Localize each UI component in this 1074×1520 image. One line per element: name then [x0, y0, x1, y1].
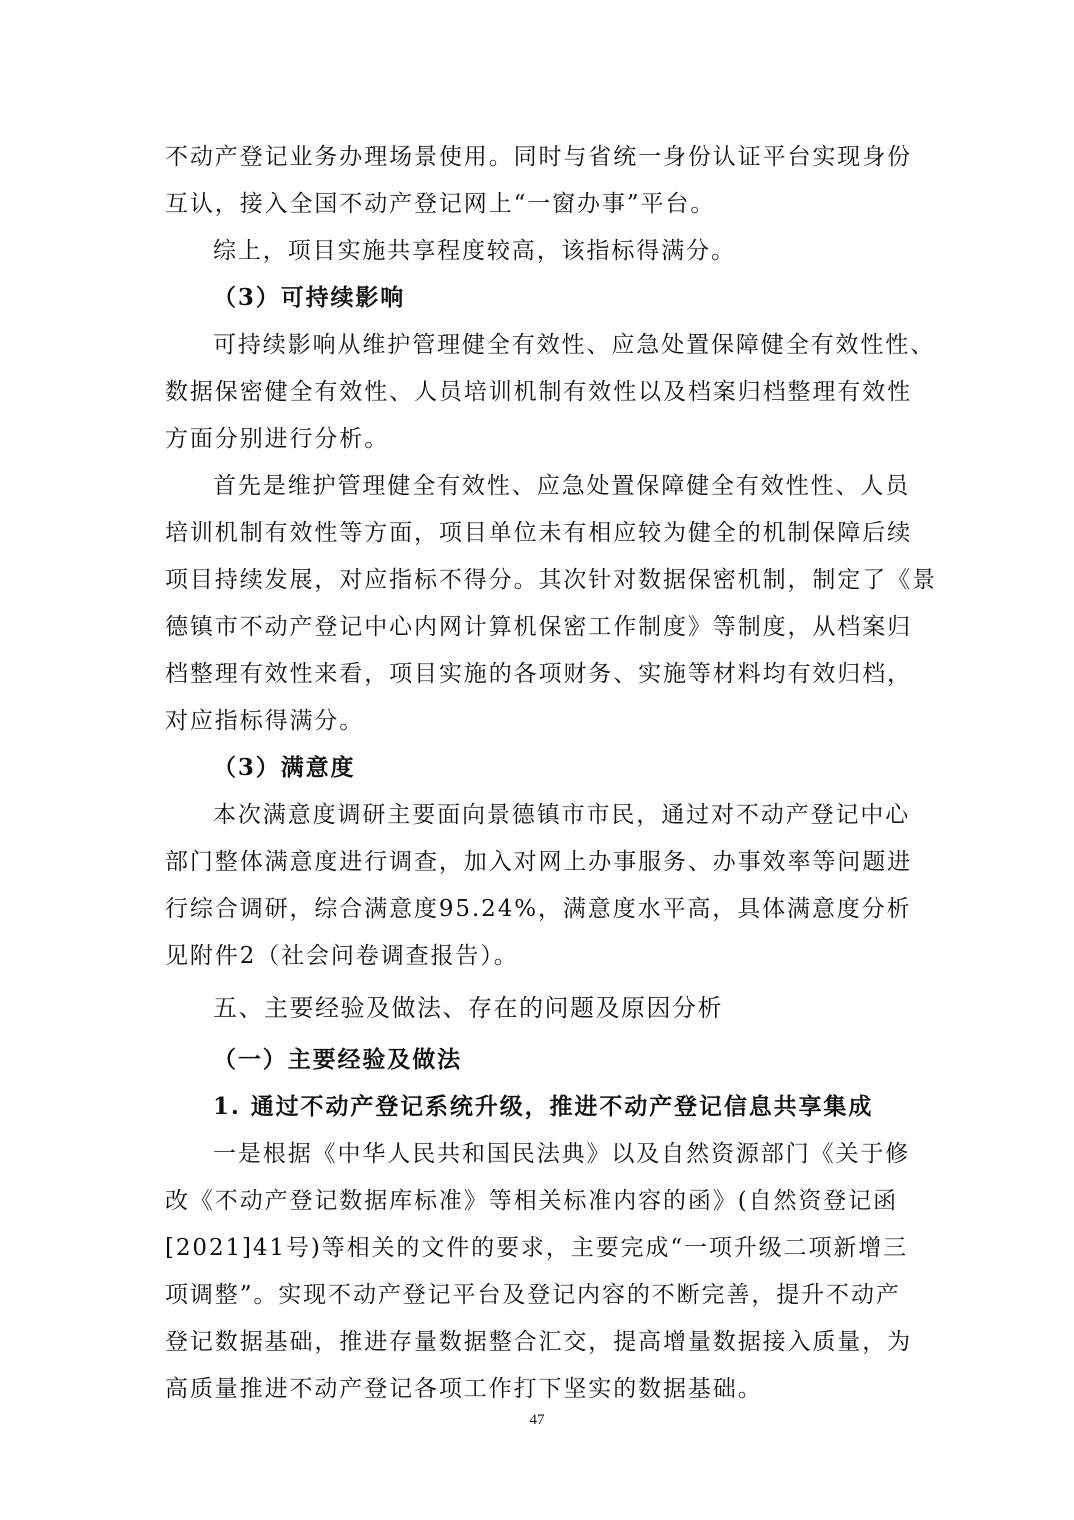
- body-text-line: 行综合调研，综合满意度95.24%，满意度水平高，具体满意度分析: [165, 896, 912, 922]
- body-text-line: 培训机制有效性等方面，项目单位未有相应较为健全的机制保障后续: [165, 520, 912, 546]
- body-text-line: 登记数据基础，推进存量数据整合汇交，提高增量数据接入质量，为: [165, 1329, 912, 1355]
- body-text-line: 见附件2（社会问卷调查报告）。: [165, 943, 519, 969]
- body-text-line: 数据保密健全有效性、人员培训机制有效性以及档案归档整理有效性: [165, 379, 912, 405]
- body-text-line: 项调整”。实现不动产登记平台及登记内容的不断完善，提升不动产: [165, 1282, 901, 1308]
- page-number: 47: [529, 1412, 545, 1428]
- subheading-main-experience: （一）主要经验及做法: [213, 1046, 462, 1073]
- body-text-line: 档整理有效性来看，项目实施的各项财务、实施等材料均有效归档，: [165, 661, 912, 687]
- body-text-line: 对应指标得满分。: [165, 708, 365, 734]
- body-text-line: 综上，项目实施共享程度较高，该指标得满分。: [213, 238, 736, 264]
- body-text-line: 一是根据《中华人民共和国民法典》以及自然资源部门《关于修: [213, 1141, 911, 1167]
- subheading-sustainable-impact: （3）可持续影响: [213, 284, 406, 311]
- body-text-line: 改《不动产登记数据库标准》等相关标准内容的函》(自然资登记函: [165, 1188, 898, 1214]
- body-text-line: 高质量推进不动产登记各项工作打下坚实的数据基础。: [165, 1376, 763, 1402]
- body-text-line: 互认，接入全国不动产登记网上“一窗办事”平台。: [165, 191, 716, 217]
- body-text-line: [2021]41号)等相关的文件的要求，主要完成“一项升级二项新增三: [165, 1235, 909, 1261]
- body-text-line: 部门整体满意度进行调查，加入对网上办事服务、办事效率等问题进: [165, 849, 912, 875]
- subheading-system-upgrade: 1. 通过不动产登记系统升级，推进不动产登记信息共享集成: [213, 1093, 874, 1120]
- body-text-line: 可持续影响从维护管理健全有效性、应急处置保障健全有效性性、: [213, 332, 936, 358]
- body-text-line: 首先是维护管理健全有效性、应急处置保障健全有效性性、人员: [213, 473, 911, 499]
- body-text-line: 项目持续发展，对应指标不得分。其次针对数据保密机制，制定了《景: [165, 567, 937, 593]
- body-text-line: 德镇市不动产登记中心内网计算机保密工作制度》等制度，从档案归: [165, 614, 912, 640]
- body-text-line: 本次满意度调研主要面向景德镇市市民，通过对不动产登记中心: [213, 802, 911, 828]
- section-title: 五、主要经验及做法、存在的问题及原因分析: [213, 994, 723, 1022]
- body-text-line: 方面分别进行分析。: [165, 426, 390, 452]
- body-text-line: 不动产登记业务办理场景使用。同时与省统一身份认证平台实现身份: [165, 144, 912, 170]
- subheading-satisfaction: （3）满意度: [213, 754, 356, 781]
